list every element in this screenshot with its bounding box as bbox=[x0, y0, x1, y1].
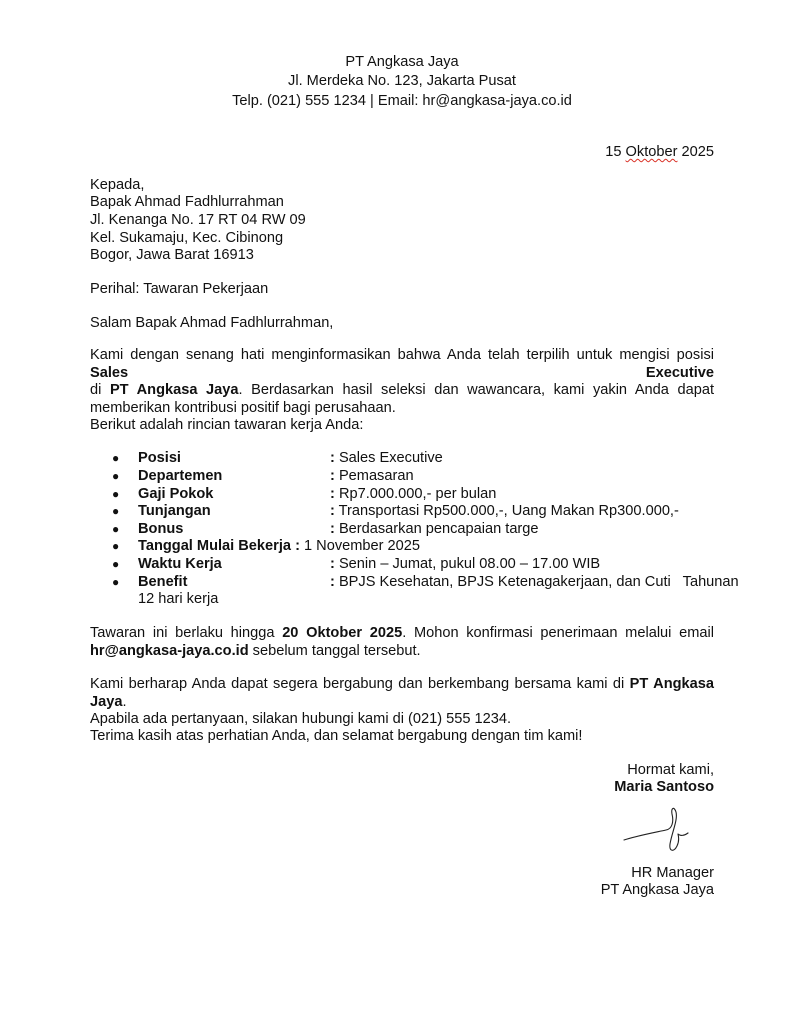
detail-colon: : bbox=[295, 538, 300, 554]
paragraph-welcome-line-1 bbox=[90, 676, 714, 711]
recipient-address-1: Jl. Kenanga No. 17 RT 04 RW 09 bbox=[90, 212, 306, 228]
detail-value: Pemasaran bbox=[338, 468, 414, 484]
bullet-icon: ● bbox=[112, 557, 120, 571]
paragraph-deadline-line-2 bbox=[90, 643, 714, 661]
paragraph-deadline-line-1 bbox=[90, 625, 714, 643]
letterhead-address: Jl. Merdeka No. 123, Jakarta Pusat bbox=[288, 73, 516, 89]
p3-text-2: . bbox=[122, 693, 127, 710]
detail-value-group bbox=[330, 502, 679, 520]
p3-text-1: Kami berharap Anda dapat segera bergabung dan berkembang bersama kami di bbox=[90, 676, 625, 692]
letterhead-contact: Telp. (021) 555 1234 | Email: hr@angkasa-jaya.co.id bbox=[232, 93, 572, 109]
p1-text-1: Kami dengan senang hati menginformasikan bahwa Anda telah terpilih untuk mengisi posisi bbox=[90, 347, 714, 363]
p3-company: PT Angkasa Jaya bbox=[90, 676, 714, 710]
p1-position: Sales Executive bbox=[90, 364, 714, 381]
detail-label: Bonus bbox=[138, 521, 184, 537]
detail-label: Waktu Kerja bbox=[138, 556, 222, 572]
bullet-icon: ● bbox=[112, 451, 120, 465]
detail-value: 1 November 2025 bbox=[304, 538, 421, 554]
paragraph-offer-line-1 bbox=[90, 347, 714, 382]
detail-value: Senin – Jumat, pukul 08.00 – 17.00 WIB bbox=[338, 556, 601, 572]
detail-item-tunjangan bbox=[90, 502, 714, 520]
detail-value: BPJS Kesehatan, BPJS Ketenagakerjaan, dan Cuti Tahunan bbox=[338, 574, 739, 590]
detail-label: Tunjangan bbox=[138, 503, 211, 519]
p2-email: hr@angkasa-jaya.co.id bbox=[90, 642, 249, 659]
detail-value: Transportasi Rp500.000,-, Uang Makan Rp300.000,- bbox=[338, 503, 679, 519]
signoff-name: Maria Santoso bbox=[614, 779, 714, 795]
detail-label: Posisi bbox=[138, 450, 181, 466]
detail-value-group bbox=[330, 467, 414, 485]
detail-value-group bbox=[330, 555, 600, 573]
bullet-icon: ● bbox=[112, 504, 120, 518]
bullet-icon: ● bbox=[112, 575, 120, 589]
detail-colon: : bbox=[330, 486, 335, 502]
date-month: Oktober bbox=[625, 144, 678, 160]
detail-item-benefit bbox=[90, 573, 739, 591]
letter-subject: Perihal: Tawaran Pekerjaan bbox=[90, 281, 269, 297]
bullet-icon: ● bbox=[112, 469, 120, 483]
paragraph-offer-line-2 bbox=[90, 382, 714, 400]
detail-colon: : bbox=[330, 574, 335, 590]
recipient-address-3: Bogor, Jawa Barat 16913 bbox=[90, 247, 254, 263]
letter-date bbox=[605, 143, 714, 161]
bullet-icon: ● bbox=[112, 539, 120, 553]
letterhead-company: PT Angkasa Jaya bbox=[345, 54, 459, 70]
closing-line: Terima kasih atas perhatian Anda, dan selamat bergabung dengan tim kami! bbox=[90, 728, 583, 744]
paragraph-welcome-line-2: Apabila ada pertanyaan, silakan hubungi kami di (021) 555 1234. bbox=[90, 711, 512, 728]
date-year: 2025 bbox=[681, 144, 714, 160]
detail-value-group bbox=[330, 573, 739, 591]
detail-colon: : bbox=[330, 503, 335, 519]
recipient-name: Bapak Ahmad Fadhlurrahman bbox=[90, 194, 284, 210]
detail-item-gaji-pokok bbox=[90, 485, 714, 503]
detail-value-group bbox=[330, 485, 496, 503]
paragraph-deadline bbox=[90, 625, 714, 660]
signature-image bbox=[622, 800, 692, 856]
detail-colon: : bbox=[330, 521, 335, 537]
bullet-icon: ● bbox=[112, 522, 120, 536]
paragraph-welcome bbox=[90, 676, 714, 729]
detail-label: Gaji Pokok bbox=[138, 486, 214, 502]
detail-value-continuation: 12 hari kerja bbox=[138, 591, 219, 607]
letter-greeting: Salam Bapak Ahmad Fadhlurrahman, bbox=[90, 315, 334, 331]
paragraph-offer-line-3: memberikan kontribusi positif bagi perusahaan. bbox=[90, 399, 396, 416]
detail-label-inline bbox=[138, 537, 420, 555]
p1-text-3: . Berdasarkan hasil seleksi dan wawancara, kami yakin Anda dapat bbox=[238, 382, 714, 399]
detail-item-tanggal-mulai bbox=[90, 537, 714, 555]
p2-text-1: Tawaran ini berlaku hingga bbox=[90, 625, 275, 641]
recipient-to: Kepada, bbox=[90, 177, 145, 193]
p2-text-2: . Mohon konfirmasi penerimaan melalui email bbox=[402, 625, 714, 641]
date-day: 15 bbox=[605, 144, 622, 160]
signoff-company: PT Angkasa Jaya bbox=[600, 882, 714, 898]
signoff-regards: Hormat kami, bbox=[627, 762, 714, 778]
detail-item-bonus bbox=[90, 520, 714, 538]
detail-value: Berdasarkan pencapaian targe bbox=[338, 521, 539, 537]
detail-value: Rp7.000.000,- per bulan bbox=[338, 486, 497, 502]
detail-value-group bbox=[330, 520, 539, 538]
detail-label: Tanggal Mulai Bekerja bbox=[138, 538, 292, 554]
p1-text-2: di bbox=[90, 382, 102, 399]
detail-colon: : bbox=[330, 468, 335, 484]
signoff-title: HR Manager bbox=[631, 865, 714, 881]
detail-label: Benefit bbox=[138, 574, 188, 590]
p2-text-3: sebelum tanggal tersebut. bbox=[252, 642, 421, 659]
p2-deadline: 20 Oktober 2025 bbox=[282, 625, 403, 641]
detail-item-posisi bbox=[90, 449, 714, 467]
details-intro: Berikut adalah rincian tawaran kerja Anda: bbox=[90, 417, 364, 433]
detail-colon: : bbox=[330, 450, 335, 466]
p1-company: PT Angkasa Jaya bbox=[109, 382, 239, 399]
paragraph-offer bbox=[90, 347, 714, 417]
bullet-icon: ● bbox=[112, 487, 120, 501]
detail-label: Departemen bbox=[138, 468, 223, 484]
detail-value-group bbox=[330, 449, 443, 467]
detail-colon: : bbox=[330, 556, 335, 572]
recipient-address-2: Kel. Sukamaju, Kec. Cibinong bbox=[90, 230, 284, 246]
detail-value: Sales Executive bbox=[338, 450, 443, 466]
detail-item-waktu-kerja bbox=[90, 555, 714, 573]
detail-item-departemen bbox=[90, 467, 714, 485]
